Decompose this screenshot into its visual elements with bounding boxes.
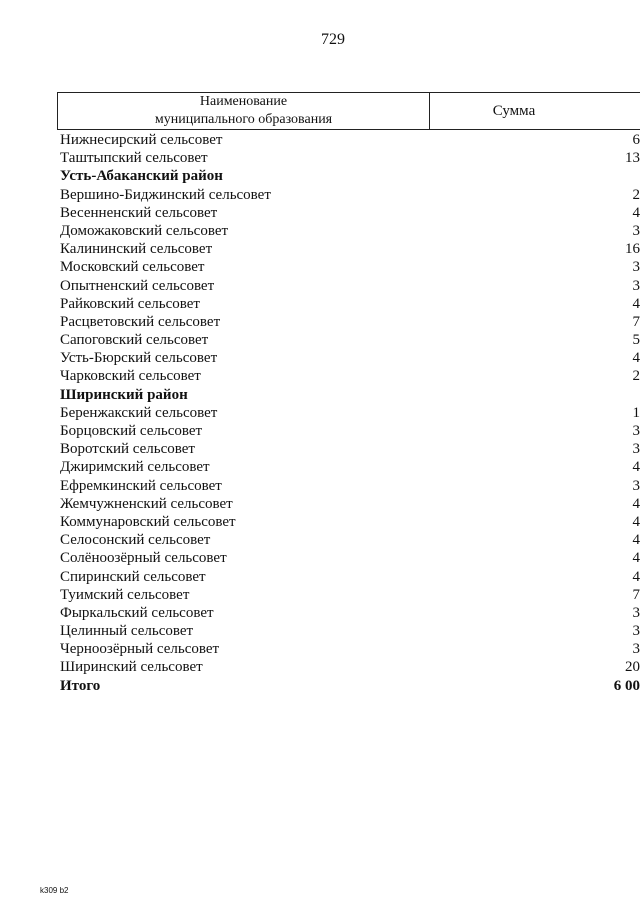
row-name: Селосонский сельсовет [60,532,211,549]
table-row [58,404,640,422]
row-amount: 3 [632,441,640,458]
table-row [58,422,640,440]
row-amount: 4 [632,459,640,476]
row-name: Усть-Бюрский сельсовет [60,350,218,367]
row-name: Вершино-Биджинский сельсовет [60,186,271,203]
row-amount: 6 [632,132,640,148]
row-name: Опытненский сельсовет [60,277,215,294]
row-name: Ширинский район [60,386,188,403]
row-amount: 3 [632,277,640,294]
table-row [58,477,640,495]
table-row [58,604,640,622]
column-header-name-line1: Наименование [199,94,288,109]
row-amount: 4 [632,513,640,530]
table-row [58,240,640,258]
row-name: Беренжакский сельсовет [60,404,218,421]
row-name: Джиримский сельсовет [60,459,210,476]
table-row [58,622,640,640]
row-amount: 4 [632,204,640,221]
row-amount: 13 [625,150,640,167]
row-amount: 6 00 [613,677,640,694]
table-row [58,295,640,313]
row-name: Черноозёрный сельсовет [60,641,220,658]
row-amount: 4 [632,295,640,312]
total-row [58,677,640,695]
row-amount: 5 [632,332,640,349]
row-amount: 4 [632,550,640,567]
table-row [58,586,640,604]
table-row [58,131,640,149]
table-row [58,549,640,567]
row-amount: 20 [625,659,640,676]
table-row [58,440,640,458]
row-amount: 3 [632,604,640,621]
row-name: Туимский сельсовет [60,586,190,603]
row-name: Чарковский сельсовет [60,368,201,385]
table-row [58,658,640,676]
row-name: Ширинский сельсовет [60,659,203,676]
table-row [58,568,640,586]
column-header-sum: Сумма [492,103,536,119]
table-row [58,349,640,367]
table-row [58,149,640,167]
table-row [58,277,640,295]
table-row [58,458,640,476]
row-amount: 7 [632,313,640,330]
table-row [58,495,640,513]
footer-code: k309 b2 [40,886,69,895]
table-row [58,186,640,204]
table-row [58,531,640,549]
row-amount: 7 [632,586,640,603]
table-row [58,204,640,222]
row-amount: 4 [632,568,640,585]
row-name: Доможаковский сельсовет [60,222,229,239]
row-name: Таштыпский сельсовет [60,150,208,167]
row-amount: 4 [632,350,640,367]
row-name: Весенненский сельсовет [60,204,218,221]
table-row [58,513,640,531]
district-heading-row [58,386,640,404]
table-row [58,331,640,349]
row-amount: 4 [632,495,640,512]
row-name: Расцветовский сельсовет [60,313,221,330]
row-name: Целинный сельсовет [60,623,194,640]
row-name: Нижнесирский сельсовет [60,132,223,148]
table-row [58,258,640,276]
row-name: Итого [60,677,101,694]
row-name: Жемчужненский сельсовет [60,495,233,512]
table-row [58,640,640,658]
row-amount: 2 [632,186,640,203]
district-heading-row [58,167,640,185]
row-amount: 4 [632,532,640,549]
row-amount: 1 [632,404,640,421]
row-name: Коммунаровский сельсовет [60,513,236,530]
row-name: Райковский сельсовет [60,295,200,312]
row-name: Солёноозёрный сельсовет [60,550,227,567]
row-name: Усть-Абаканский район [60,168,223,185]
row-name: Московский сельсовет [60,259,205,276]
row-amount: 3 [632,259,640,276]
row-name: Ефремкинский сельсовет [60,477,222,494]
table-row [58,222,640,240]
row-name: Спиринский сельсовет [60,568,206,585]
table-header [57,92,640,130]
page-number: 729 [321,31,345,48]
row-amount: 3 [632,641,640,658]
row-name: Борцовский сельсовет [60,423,203,439]
table-row [58,367,640,385]
row-amount: 3 [632,477,640,494]
column-header-name-line2: муниципального образования [154,112,333,127]
row-name: Калининский сельсовет [60,241,213,258]
table-body [58,131,640,695]
row-name: Воротский сельсовет [60,441,195,458]
table-row [58,313,640,331]
row-amount: 16 [625,241,640,258]
row-amount: 3 [632,423,640,439]
row-amount: 3 [632,623,640,640]
row-name: Фыркальский сельсовет [60,604,214,621]
row-amount: 3 [632,222,640,239]
column-header-name [58,93,430,129]
row-name: Сапоговский сельсовет [60,332,209,349]
row-amount: 2 [632,368,640,385]
